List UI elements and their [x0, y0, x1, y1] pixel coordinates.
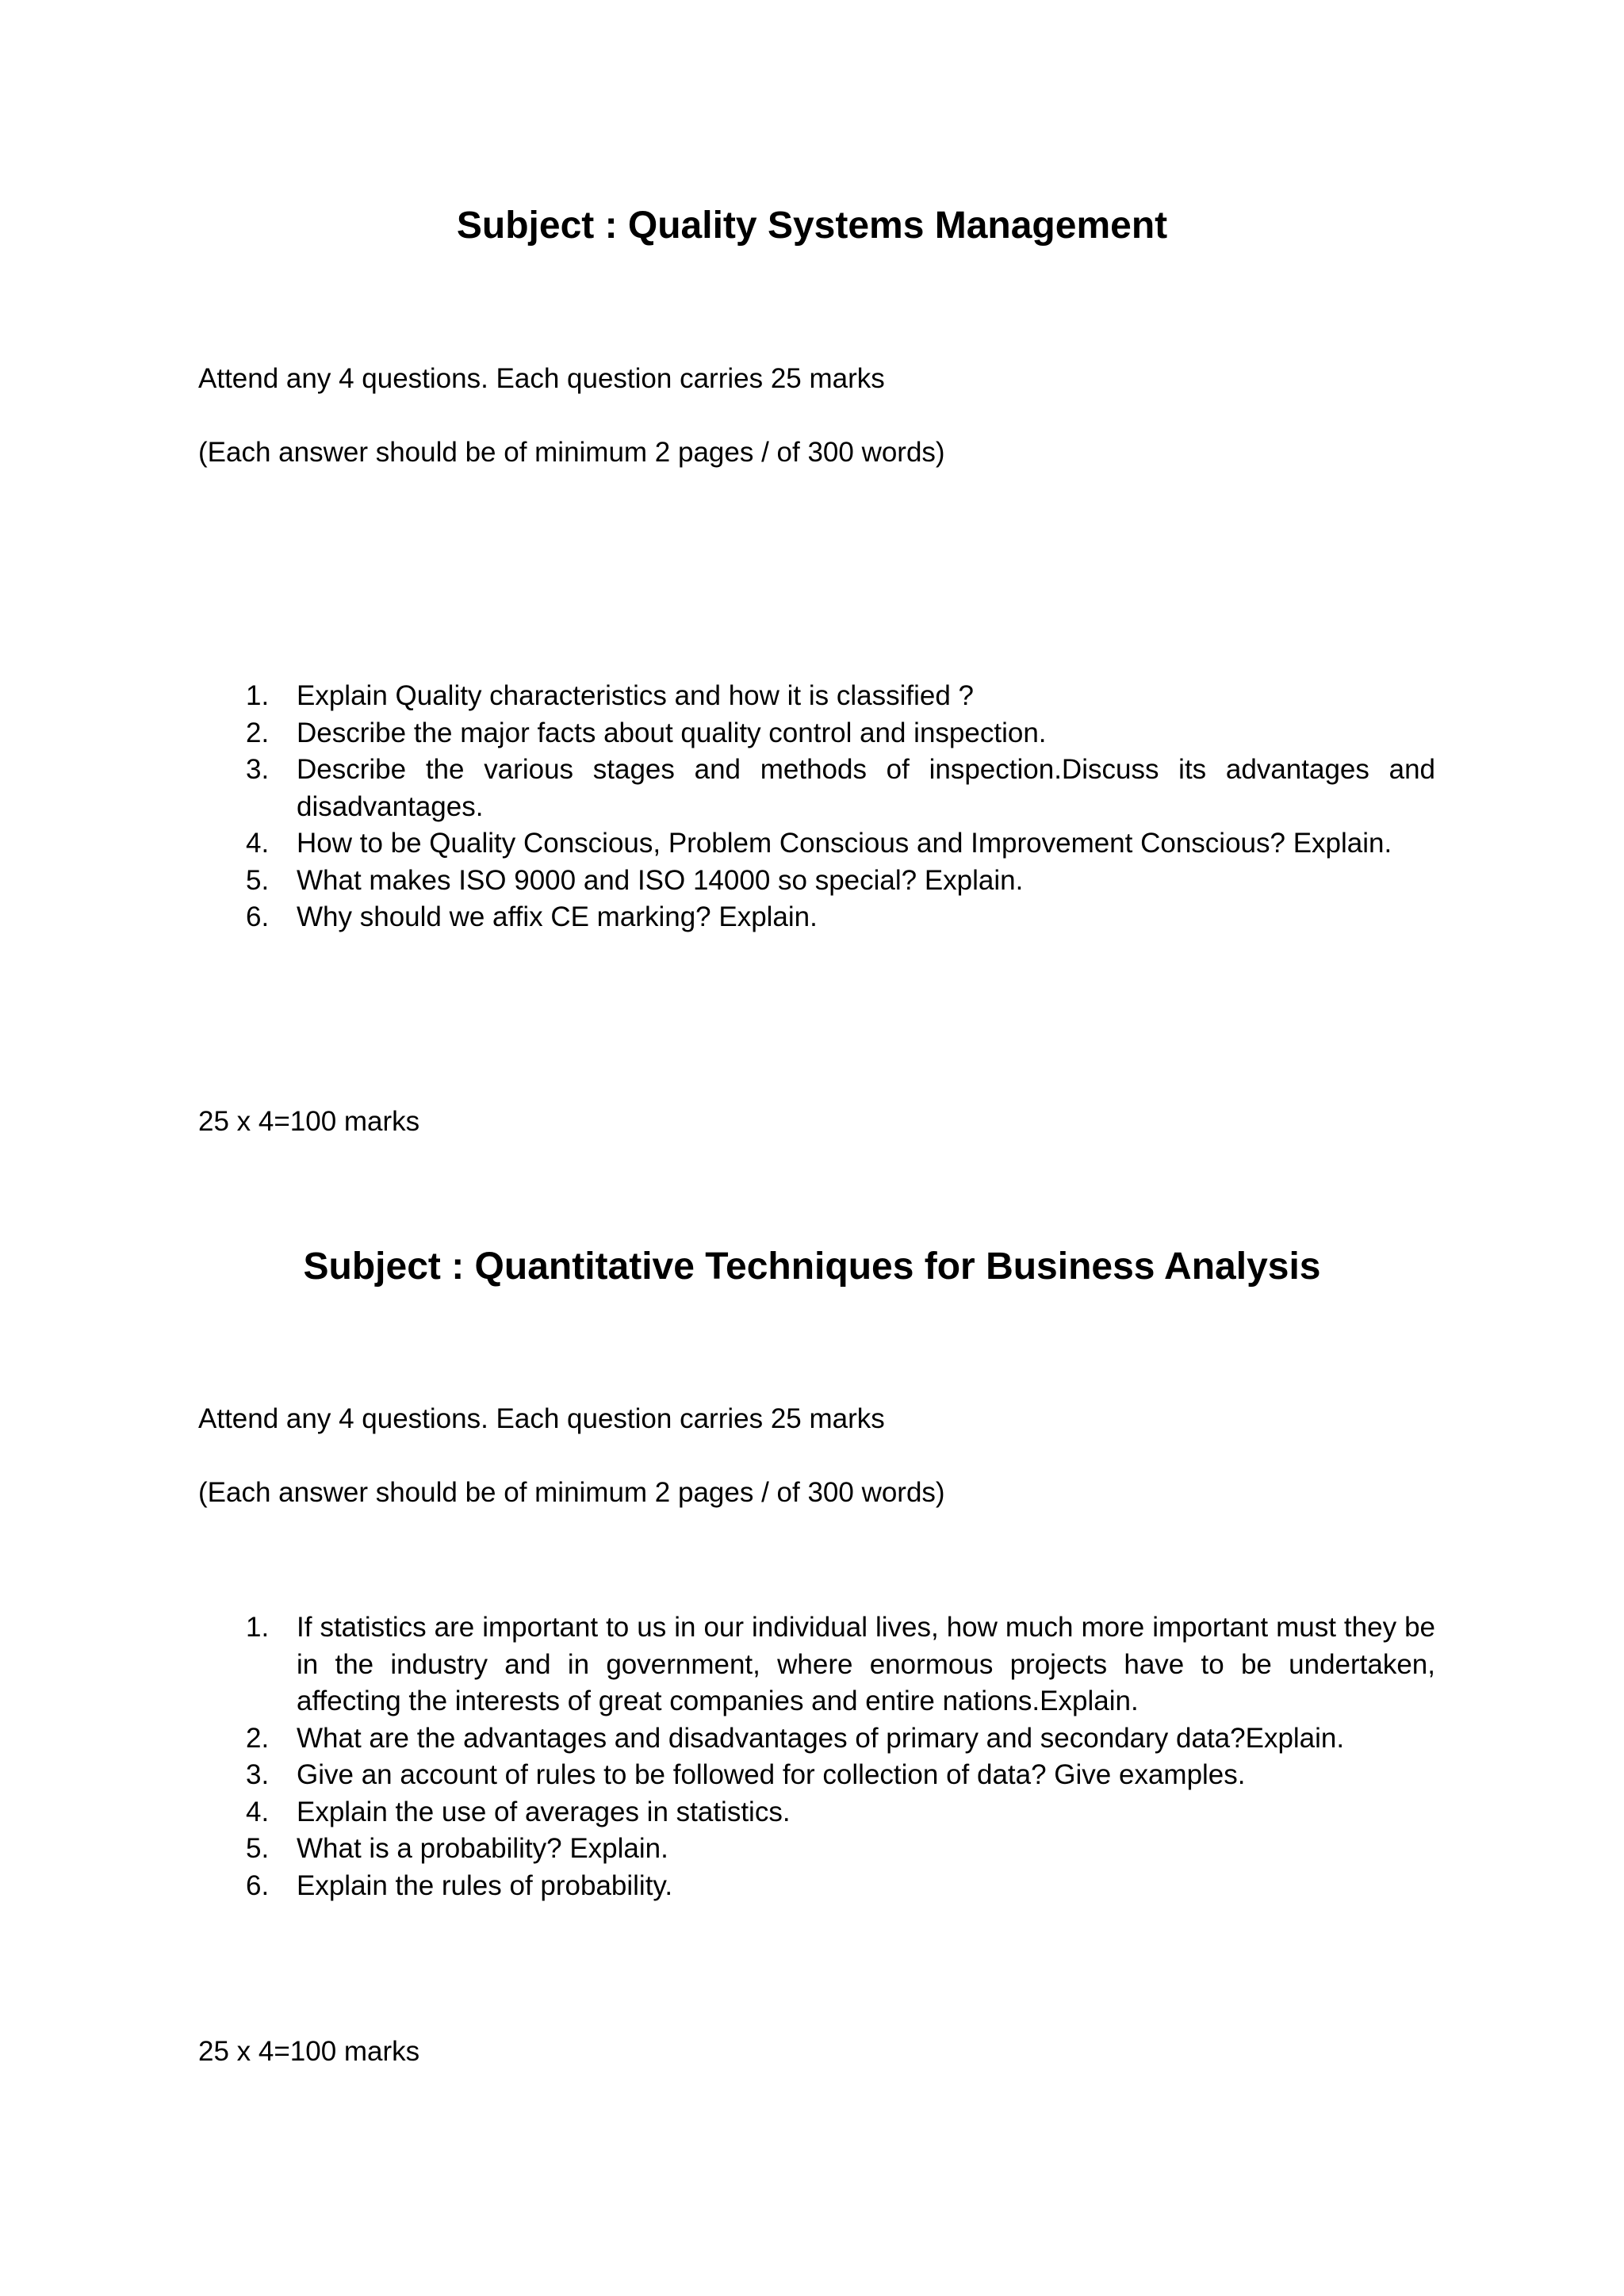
section-1-title: Subject : Quality Systems Management	[456, 205, 1168, 247]
question-item	[198, 1831, 1435, 1868]
section-1-question-list	[198, 678, 1435, 936]
question-item	[198, 1757, 1435, 1794]
question-text: Why should we affix CE marking? Explain.	[297, 901, 818, 932]
question-number: 1.	[246, 680, 270, 711]
question-text: Explain Quality characteristics and how it is classified ?	[297, 680, 974, 711]
question-item	[198, 715, 1435, 752]
question-number: 6.	[246, 901, 270, 932]
question-item	[198, 863, 1435, 900]
question-text: Give an account of rules to be followed for collection of data? Give examples.	[297, 1759, 1246, 1790]
question-item	[198, 752, 1435, 825]
question-number: 3.	[246, 1759, 270, 1790]
section-2-total-marks: 25 x 4=100 marks	[198, 2036, 420, 2067]
question-text: Describe the various stages and methods of inspection.Discuss its advantages and disadvantages.	[297, 754, 1435, 822]
section-2-title: Subject : Quantitative Techniques for Business Analysis	[303, 1246, 1321, 1288]
question-number: 1.	[246, 1612, 270, 1643]
question-number: 4.	[246, 1796, 270, 1827]
question-text: Explain the rules of probability.	[297, 1869, 673, 1901]
section-2-note: (Each answer should be of minimum 2 pages / of 300 words)	[198, 1477, 945, 1508]
question-number: 3.	[246, 754, 270, 785]
question-text: What is a probability? Explain.	[297, 1833, 668, 1864]
question-text: What makes ISO 9000 and ISO 14000 so special? Explain.	[297, 864, 1024, 896]
question-number: 5.	[246, 1833, 270, 1864]
question-text: How to be Quality Conscious, Problem Conscious and Improvement Conscious? Explain.	[297, 828, 1392, 859]
question-number: 2.	[246, 717, 270, 748]
section-2-instruction: Attend any 4 questions. Each question carries 25 marks	[198, 1403, 885, 1434]
question-item	[198, 1794, 1435, 1831]
question-item	[198, 1609, 1435, 1720]
section-2-question-list	[198, 1609, 1435, 1904]
section-1-instruction: Attend any 4 questions. Each question carries 25 marks	[198, 363, 885, 394]
question-number: 5.	[246, 864, 270, 896]
question-number: 6.	[246, 1869, 270, 1901]
question-number: 2.	[246, 1722, 270, 1754]
question-text: Explain the use of averages in statistics.	[297, 1796, 791, 1827]
section-1-total-marks: 25 x 4=100 marks	[198, 1106, 420, 1137]
question-text: What are the advantages and disadvantages of primary and secondary data?Explain.	[297, 1722, 1345, 1754]
question-text: If statistics are important to us in our individual lives, how much more important must they be in the industry and in government, where enormous projects have to be undertaken, affecting the interests of great companies and entire nations.Explain.	[297, 1612, 1435, 1716]
question-item	[198, 899, 1435, 936]
question-item	[198, 1720, 1435, 1758]
question-text: Describe the major facts about quality control and inspection.	[297, 717, 1047, 748]
question-item	[198, 678, 1435, 715]
question-item	[198, 1868, 1435, 1905]
question-item	[198, 825, 1435, 863]
question-number: 4.	[246, 828, 270, 859]
section-1-note: (Each answer should be of minimum 2 pages / of 300 words)	[198, 437, 945, 468]
